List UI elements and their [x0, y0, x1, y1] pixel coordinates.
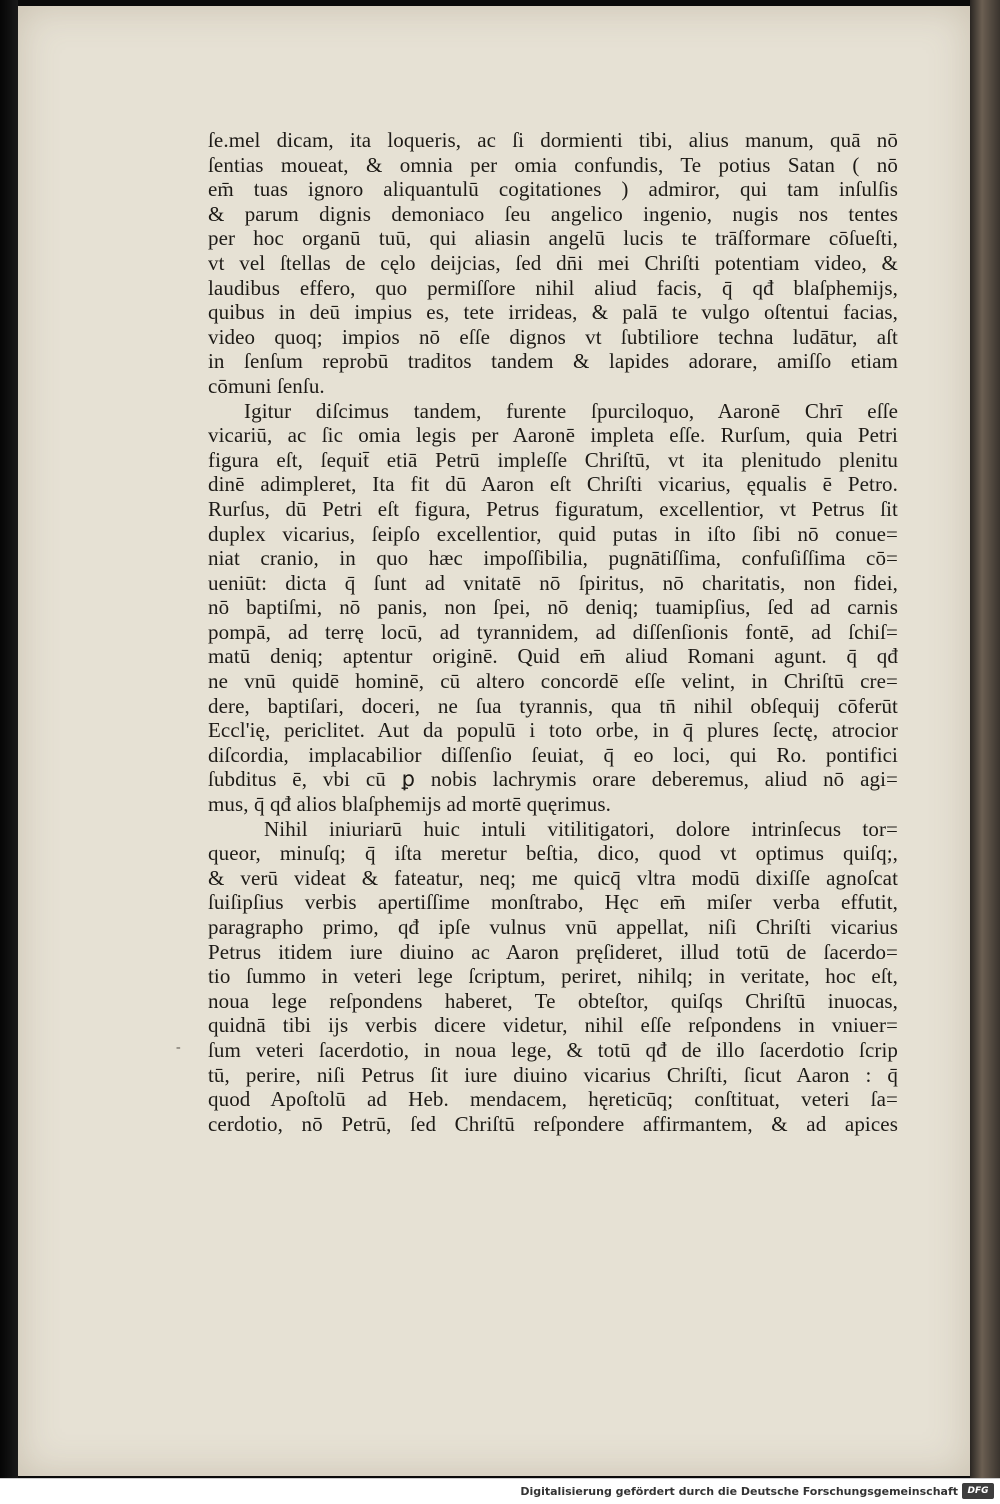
text-line: dere, baptiſari, doceri, ne ſua tyrannis, qua tn̄ nihil obſequij cōferūt — [208, 693, 898, 718]
text-line: ſubditus ē, vbi cū ꝑ nobis lachrymis orare deberemus, aliud nō agi= — [208, 767, 898, 792]
text-line: quibus in deū impius es, tete irrideas, & palā te vulgo oſtentui facias, — [208, 300, 898, 325]
text-line: Nihil iniuriarū huic intuli vitilitigatori, dolore intrinſecus tor= — [264, 816, 898, 841]
text-line: tū, perire, niſi Petrus ſit iure diuino vicarius Chriſti, ſicut Aaron : q̄ — [208, 1062, 898, 1087]
right-binding-edge — [970, 0, 1000, 1478]
text-line: matū deniq; aptentur originē. Quid em̄ aliud Romani agunt. q̄ qđ — [208, 644, 898, 669]
left-binding-edge — [0, 0, 18, 1478]
text-line: dinē adimpleret, Ita fit dū Aaron eſt Chriſti vicarius, ęqualis ē Petro. — [208, 472, 898, 497]
text-line: Eccl'ię, periclitet. Aut da populū i toto orbe, in q̄ plures ſectę, atrocior — [208, 718, 898, 743]
text-line: laudibus effero, quo permiſſore nihil aliud facis, q̄ qđ blaſphemijs, — [208, 275, 898, 300]
text-line: em̄ tuas ignoro aliquantulū cogitationes ) admiror, qui tam inſulſis — [208, 177, 898, 202]
text-line: Rurſus, dū Petri eſt figura, Petrus figuratum, excellentior, vt Petrus ſit — [208, 496, 898, 521]
text-line: noua lege reſpondens haberet, Te obteſtor, quiſqs Chriſtū inuocas, — [208, 988, 898, 1013]
funding-credit: Digitalisierung gefördert durch die Deutsche Forschungsgemeinschaft — [520, 1485, 958, 1498]
text-line: quidnā tibi ijs verbis dicere videtur, nihil eſſe reſpondens in vniuer= — [208, 1013, 898, 1038]
text-line: cōmuni ſenſu. — [208, 373, 325, 398]
text-line: in ſenſum reprobū traditos tandem & lapides adorare, amiſſo etiam — [208, 349, 898, 374]
text-line: ſuiſipſius verbis apertiſſime monſtrabo, Hęc em̄ miſer verba effutit, — [208, 890, 898, 915]
text-line: quod Apoſtolū ad Heb. mendacem, hęreticūq; conſtituat, veteri ſa= — [208, 1087, 898, 1112]
footer-bar — [0, 1478, 1000, 1504]
dfg-logo-icon: DFG — [962, 1483, 994, 1499]
text-line: mus, q̄ qđ alios blaſphemijs ad mortē quęrimus. — [208, 792, 611, 817]
page-text-block — [208, 128, 898, 1136]
text-line: tio ſummo in veteri lege ſcriptum, periret, nihilq; in veritate, hoc eſt, — [208, 964, 898, 989]
text-line: queor, minuſq; q̄ iſta meretur beſtia, dico, quod vt optimus quiſq;, — [208, 841, 898, 866]
text-line: per hoc organū tuū, qui aliasin angelū lucis te trāſformare cōſueſti, — [208, 226, 898, 251]
text-line: ueniūt: dicta q̄ ſunt ad vnitatē nō ſpiritus, nō charitatis, non fidei, — [208, 570, 898, 595]
text-line: video quoq; impios nō eſſe dignos vt ſubtiliore techna ludātur, aſt — [208, 324, 898, 349]
text-line: niat cranio, in quo hæc impoſſibilia, pugnātiſſima, confuſiſſima cō= — [208, 546, 898, 571]
text-line: vt vel ſtellas de cęlo deijcias, ſed dn̄i mei Chriſti potentiam video, & — [208, 250, 898, 275]
text-line: cerdotio, nō Petrū, ſed Chriſtū reſpondere affirmantem, & ad apices — [208, 1111, 898, 1136]
text-line: duplex vicarius, ſeipſo excellentior, quid putas in iſto ſibi nō conue= — [208, 521, 898, 546]
text-line: Petrus itidem iure diuino ac Aaron pręſideret, illud totū de ſacerdo= — [208, 939, 898, 964]
text-line: ſum veteri ſacerdotio, in noua lege, & totū qđ de illo ſacerdotio ſcrip — [208, 1037, 898, 1062]
text-line: paragrapho primo, qđ ipſe vulnus vnū appellat, niſi Chriſti vicarius — [208, 915, 898, 939]
margin-mark: - — [176, 1040, 181, 1055]
text-line: & verū videat & fateatur, neq; me quicq̄ vltra modū dixiſſe agnoſcat — [208, 865, 898, 890]
text-line: Igitur diſcimus tandem, furente ſpurciloquo, Aaronē Chrī eſſe — [244, 398, 898, 423]
text-line: pompā, ad terrę locū, ad tyrannidem, ad diſſenſionis fontē, ad ſchiſ= — [208, 619, 898, 644]
text-line: diſcordia, implacabilior diſſenſio ſeuiat, q̄ eo loci, qui Ro. pontifici — [208, 742, 898, 767]
text-line: & parum dignis demoniaco ſeu angelico ingenio, nugis nos tentes — [208, 201, 898, 226]
text-line: nō baptiſmi, nō panis, non ſpei, nō deniq; tuamipſius, ſed ad carnis — [208, 595, 898, 620]
text-line: ſentias moueat, & omnia per omia confundis, Te potius Satan ( nō — [208, 152, 898, 177]
text-line: ſe.mel dicam, ita loqueris, ac ſi dormienti tibi, alius manum, quā nō — [208, 128, 898, 152]
text-line: figura eſt, ſequit̄ etiā Petrū impleſſe Chriſtū, vt ita plenitudo plenitu — [208, 447, 898, 472]
text-line: ne vnū quidē hominē, cū altero concordē eſſe velint, in Chriſtū cre= — [208, 669, 898, 694]
text-line: vicariū, ac ſic omia legis per Aaronē impleta eſſe. Rurſum, quia Petri — [208, 423, 898, 448]
